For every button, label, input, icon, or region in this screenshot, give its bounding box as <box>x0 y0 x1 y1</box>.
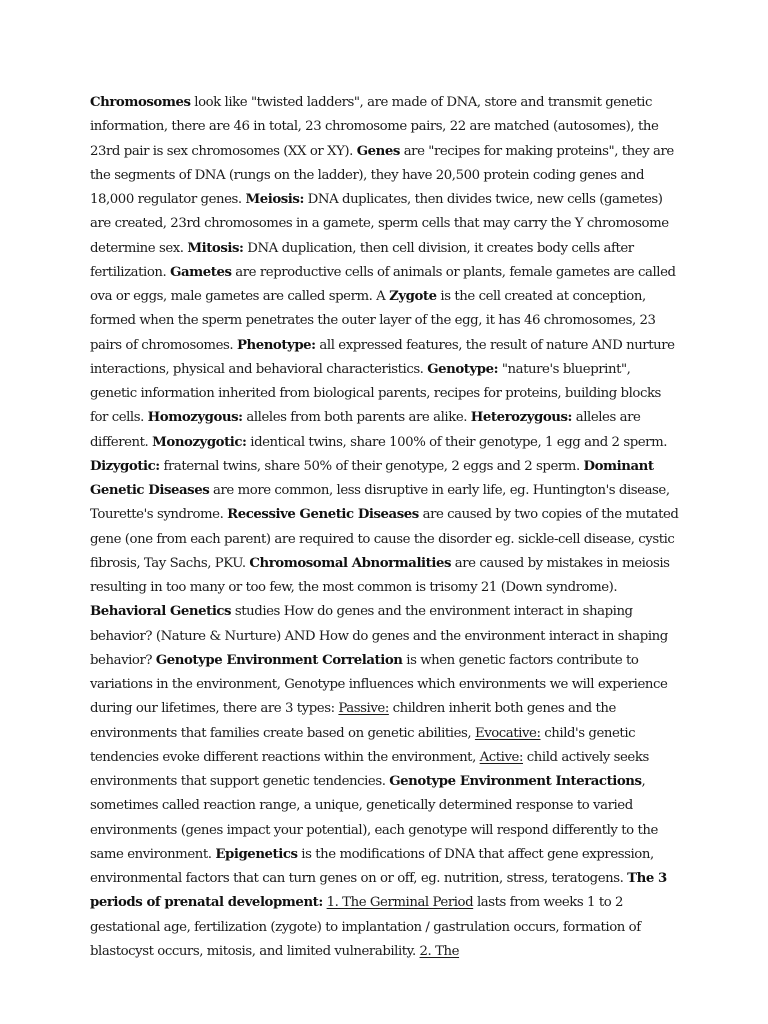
term-bold: Phenotype: <box>236 337 316 353</box>
body-text-run: all expressed features, the result of nature AND nurture interactions, physical and behavioral characteristics. <box>90 337 675 377</box>
body-text-run: "nature's blueprint", genetic information inherited from biological parents, recipes for proteins, building blocks for cells. <box>90 361 661 426</box>
body-text-run: is the cell created at conception, formed when the sperm penetrates the outer layer of the egg, it has 46 chromosomes, 23 pairs of chromosomes. <box>90 289 656 353</box>
body-text-run: studies How do genes and the environment interact in shaping behavior? (Nature & Nurture) AND How do genes and the environment interact in shaping behavior? <box>90 604 668 668</box>
term-bold: Monozygotic: <box>152 434 247 450</box>
body-text-run: DNA duplication, then cell division, it creates body cells after fertilization. <box>90 240 634 280</box>
term-bold: Mitosis: <box>187 240 244 256</box>
body-text-run: children inherit both genes and the environments that families create based on genetic abilities, <box>90 701 616 741</box>
body-text-run: are more common, less disruptive in early life, eg. Huntington's disease, Tourette's syndrome. <box>90 483 670 523</box>
body-text-run: lasts from weeks 1 to 2 gestational age, fertilization (zygote) to implantation / gastrulation occurs, formation of blastocyst occurs, mitosis, and limited vulnerability. <box>90 895 641 959</box>
body-text-run: , sometimes called reaction range, a unique, genetically determined response to varied environments (genes impact your potential), each genotype will respond differently to the same environment. <box>90 774 658 862</box>
term-underlined: Active: <box>479 749 523 765</box>
document-page <box>90 91 680 964</box>
term-bold: Heterozygous: <box>470 410 572 426</box>
body-text-run: alleles are different. <box>90 410 641 450</box>
term-bold: Dizygotic: <box>90 458 160 474</box>
term-bold: Dominant Genetic Diseases <box>90 458 654 498</box>
term-bold: Homozygous: <box>147 410 243 426</box>
term-underlined: Evocative: <box>474 725 541 741</box>
body-paragraph <box>90 91 680 964</box>
body-text-run: look like "twisted ladders", are made of DNA, store and transmit genetic information, there are 46 in total, 23 chromosome pairs, 22 are matched (autosomes), the 23rd pair is sex chromosomes (XX or XY). <box>90 95 659 159</box>
term-bold: Recessive Genetic Diseases <box>227 507 419 523</box>
term-bold: Genes <box>356 143 400 159</box>
body-text-run: alleles from both parents are alike. <box>242 410 471 426</box>
body-text-run: is the modifications of DNA that affect gene expression, environmental factors that can turn genes on or off, eg. nutrition, stress, teratogens. <box>90 846 654 886</box>
body-text-run: fraternal twins, share 50% of their genotype, 2 eggs and 2 sperm. <box>159 458 584 474</box>
term-bold: Chromosomal Abnormalities <box>249 555 451 571</box>
body-text-run: child's genetic tendencies evoke different reactions within the environment, <box>90 725 636 765</box>
body-text-run: are "recipes for making proteins", they are the segments of DNA (rungs on the ladder), they have 20,500 protein coding genes and 18,000 regulator genes. <box>90 143 674 207</box>
body-text-run: are caused by two copies of the mutated gene (one from each parent) are required to cause the disorder eg. sickle-cell disease, cystic fibrosis, Tay Sachs, PKU. <box>90 507 679 571</box>
term-bold: Gametes <box>170 264 232 280</box>
body-text-run: child actively seeks environments that support genetic tendencies. <box>90 749 649 789</box>
term-bold: The 3 periods of prenatal development: <box>90 871 667 911</box>
term-bold: Genotype Environment Interactions <box>389 774 642 789</box>
term-underlined: Passive: <box>338 701 389 717</box>
body-text-run: is when genetic factors contribute to variations in the environment, Genotype influences which environments we will experience during our lifetimes, there are 3 types: <box>90 652 668 717</box>
body-text-run: DNA duplicates, then divides twice, new cells (gametes) are created, 23rd chromosomes in a gamete, sperm cells that may carry the Y chromosome determine sex. <box>90 192 669 256</box>
body-text-run: identical twins, share 100% of their genotype, 1 egg and 2 sperm. <box>246 434 668 450</box>
term-bold: Genotype Environment Correlation <box>155 652 403 668</box>
term-underlined: 1. The Germinal Period <box>326 895 474 911</box>
term-bold: Behavioral Genetics <box>90 604 232 620</box>
term-bold: Zygote <box>389 289 437 304</box>
term-bold: Genotype: <box>427 361 499 377</box>
term-bold: Meiosis: <box>245 192 304 207</box>
term-underlined: 2. The <box>419 943 460 959</box>
term-bold: Chromosomes <box>90 95 191 110</box>
term-bold: Epigenetics <box>215 846 298 862</box>
body-text-run: are reproductive cells of animals or plants, female gametes are called ova or eggs, male gametes are called sperm. A <box>90 264 676 304</box>
body-text-run: are caused by mistakes in meiosis resulting in too many or too few, the most common is trisomy 21 (Down syndrome). <box>90 555 670 595</box>
